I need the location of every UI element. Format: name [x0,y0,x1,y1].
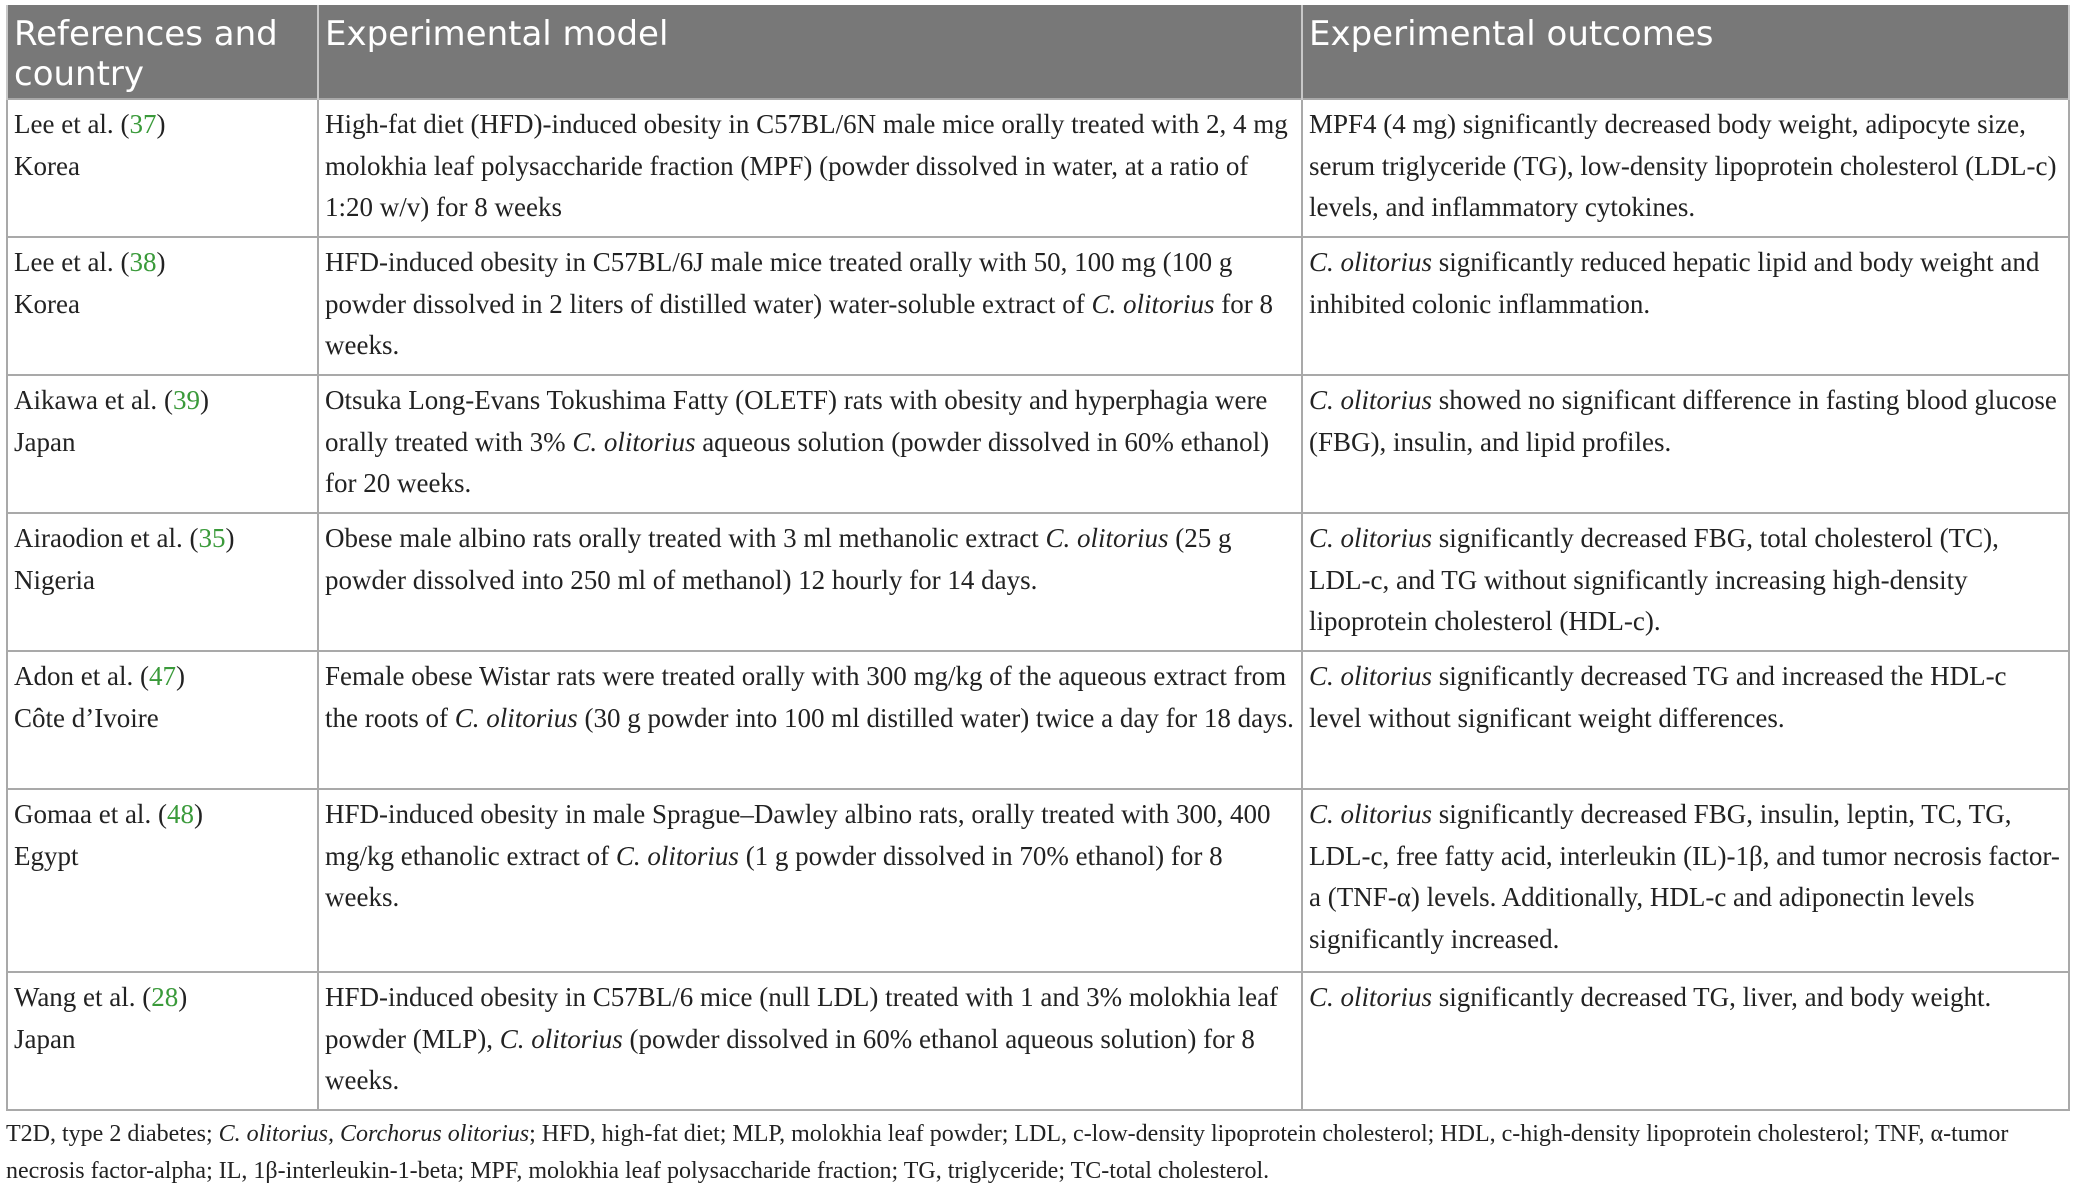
species-name: C. olitorius [572,426,696,457]
table-row [7,651,2069,789]
species-name: C. olitorius [499,1023,623,1054]
author: Lee et al. [14,247,114,277]
species-name: C. olitorius [1309,523,1433,553]
species-name: C. olitorius [1309,661,1433,691]
author: Wang et al. [14,982,136,1012]
outcome-text: significantly reduced hepatic lipid and body weight and inhibited colonic inflammation. [1309,247,2040,319]
table-row [7,972,2069,1110]
model-cell [318,375,1302,513]
species-name: C. olitorius [1309,247,1433,277]
study-table [6,5,2070,1111]
country: Korea [14,288,80,319]
species-name: C. olitorius [1045,523,1169,553]
model-text-post: aqueous solution (powder dissolved in 60% ethanol) for 20 weeks. [325,426,1270,498]
model-cell [318,237,1302,375]
table-row [7,789,2069,972]
reference-link[interactable]: 38 [129,247,157,277]
species-name: C. olitorius [1309,385,1433,415]
outcome-text: significantly decreased FBG, total cholesterol (TC), LDL-c, and TG without significantly increasing high-density lipoprotein cholesterol (HDL-c). [1309,523,1999,636]
table-row [7,237,2069,375]
country: Côte d’Ivoire [14,702,159,733]
model-text-pre: Female obese Wistar rats were treated orally with 300 mg/kg of the aqueous extract from the roots of [325,661,1287,733]
outcome-text: showed no significant difference in fasting blood glucose (FBG), insulin, and lipid profiles. [1309,385,2057,457]
author: Adon et al. [14,661,134,691]
model-text-post: (powder dissolved in 60% ethanol aqueous solution) for 8 weeks. [325,1023,1255,1095]
reference-link[interactable]: 47 [148,661,176,691]
reference-link[interactable]: 48 [166,799,194,829]
outcome-cell [1302,651,2069,789]
table-row [7,513,2069,651]
model-cell [318,513,1302,651]
outcome-cell [1302,972,2069,1110]
outcome-cell [1302,99,2069,237]
reference-cell [7,651,318,789]
species-name: C. olitorius [1309,982,1433,1012]
model-cell [318,972,1302,1110]
reference-link[interactable]: 39 [172,385,200,415]
reference-cell [7,237,318,375]
country: Japan [14,1023,76,1054]
reference-link[interactable]: 37 [129,109,157,139]
footnote-species: C. olitorius, Corchorus olitorius [218,1121,530,1147]
reference-citation: Wang et al. (28) [14,982,188,1012]
model-text-post: (30 g powder into 100 ml distilled water) twice a day for 18 days. [577,702,1294,733]
outcome-cell [1302,237,2069,375]
model-text: High-fat diet (HFD)-induced obesity in C57BL/6N male mice orally treated with 2, 4 mg molokhia leaf polysaccharide fraction (MPF) (powder dissolved in water, at a ratio of 1:20 w/v) for 8 weeks [325,109,1288,222]
reference-citation: Lee et al. (38) [14,247,166,277]
outcome-text: significantly decreased TG, liver, and body weight. [1432,982,1992,1012]
header-references-country: References and country [7,5,318,99]
model-text-post: (25 g powder dissolved into 250 ml of methanol) 12 hourly for 14 days. [325,523,1232,595]
reference-citation: Aikawa et al. (39) [14,385,209,415]
reference-cell [7,972,318,1110]
model-cell [318,651,1302,789]
country: Korea [14,150,80,181]
header-experimental-model: Experimental model [318,5,1302,99]
outcome-text: MPF4 (4 mg) significantly decreased body weight, adipocyte size, serum triglyceride (TG), low-density lipoprotein cholesterol (LDL-c) levels, and inflammatory cytokines. [1309,109,2057,222]
species-name: C. olitorius [454,702,578,733]
outcome-cell [1302,789,2069,972]
species-name: C. olitorius [1309,799,1433,829]
table-row [7,375,2069,513]
author: Lee et al. [14,109,114,139]
footnote-post: ; HFD, high-fat diet; MLP, molokhia leaf powder; LDL, c-low-density lipoprotein cholesterol; HDL, c-high-density lipoprotein cholesterol; TNF, α-tumor necrosis factor-alpha; IL, 1β-interleukin-1-beta; MPF, molokhia leaf polysaccharide fraction; TG, triglyceride; TC-total cholesterol. [6,1121,2009,1184]
author: Gomaa et al. [14,799,152,829]
reference-citation: Airaodion et al. (35) [14,523,235,553]
species-name: C. olitorius [615,840,739,871]
author: Aikawa et al. [14,385,158,415]
reference-link[interactable]: 35 [198,523,226,553]
reference-citation: Gomaa et al. (48) [14,799,203,829]
model-cell [318,99,1302,237]
reference-cell [7,513,318,651]
model-text-post: for 8 weeks. [325,288,1274,360]
footnote-pre: T2D, type 2 diabetes; [6,1121,219,1147]
reference-cell [7,99,318,237]
outcome-text: significantly decreased TG and increased the HDL-c level without significant weight differences. [1309,661,2007,733]
country: Nigeria [14,564,95,595]
reference-citation: Lee et al. (37) [14,109,166,139]
reference-citation: Adon et al. (47) [14,661,185,691]
reference-link[interactable]: 28 [151,982,179,1012]
outcome-cell [1302,375,2069,513]
table-footnote [6,1116,2068,1190]
reference-cell [7,789,318,972]
species-name: C. olitorius [1091,288,1215,319]
model-text-pre: Otsuka Long-Evans Tokushima Fatty (OLETF) rats with obesity and hyperphagia were orally treated with 3% [325,385,1268,457]
table-row [7,99,2069,237]
header-experimental-outcomes: Experimental outcomes [1302,5,2069,99]
author: Airaodion et al. [14,523,183,553]
table-header-row [7,5,2069,99]
model-text-pre: HFD-induced obesity in C57BL/6 mice (null LDL) treated with 1 and 3% molokhia leaf powder (MLP), [325,982,1279,1054]
reference-cell [7,375,318,513]
model-text-pre: HFD-induced obesity in C57BL/6J male mice treated orally with 50, 100 mg (100 g powder dissolved in 2 liters of distilled water) water-soluble extract of [325,247,1233,319]
outcome-cell [1302,513,2069,651]
country: Japan [14,426,76,457]
model-text-post: (1 g powder dissolved in 70% ethanol) for 8 weeks. [325,840,1223,912]
country: Egypt [14,840,79,871]
model-cell [318,789,1302,972]
model-text-pre: HFD-induced obesity in male Sprague–Dawley albino rats, orally treated with 300, 400 mg/kg ethanolic extract of [325,799,1271,871]
outcome-text: significantly decreased FBG, insulin, leptin, TC, TG, LDL-c, free fatty acid, interleukin (IL)-1β, and tumor necrosis factor-a (TNF-α) levels. Additionally, HDL-c and adiponectin levels significantly increased. [1309,799,2060,954]
table-container [6,5,2068,1111]
model-text-pre: Obese male albino rats orally treated with 3 ml methanolic extract [325,523,1046,553]
